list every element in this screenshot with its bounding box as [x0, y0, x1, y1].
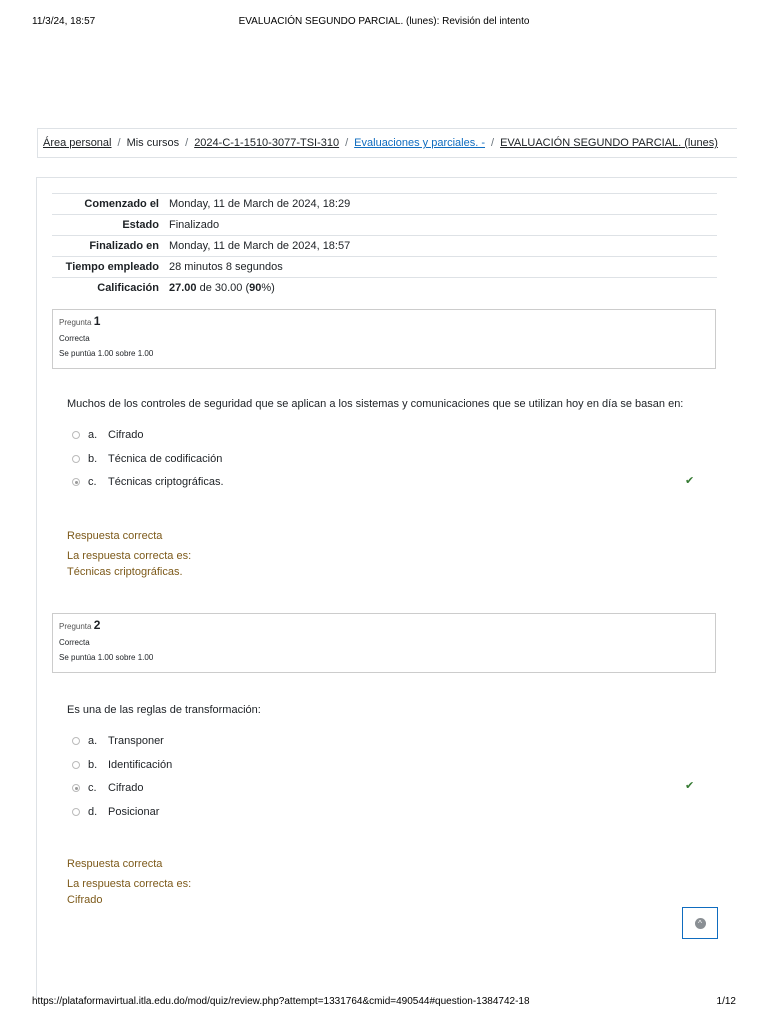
question-mark: Se puntúa 1.00 sobre 1.00 — [59, 349, 154, 358]
breadcrumb-separator: / — [117, 137, 121, 149]
answer-option-1a[interactable] — [72, 429, 143, 441]
answer-letter: b. — [88, 759, 98, 771]
question-status: Correcta — [59, 334, 90, 343]
question-status: Correcta — [59, 638, 90, 647]
feedback-1 — [67, 528, 191, 580]
answer-option-1c[interactable] — [72, 476, 224, 488]
breadcrumb-course[interactable]: 2024-C-1-1510-3077-TSI-310 — [194, 137, 340, 149]
check-icon: ✔ — [685, 475, 695, 487]
grade-end: %) — [261, 282, 275, 294]
breadcrumb-separator: / — [491, 137, 495, 149]
radio-button-selected[interactable] — [72, 478, 80, 486]
finished-label: Finalizado en — [89, 240, 159, 252]
started-value: Monday, 11 de March de 2024, 18:29 — [169, 198, 351, 210]
answer-letter: c. — [88, 782, 97, 794]
breadcrumb-separator: / — [345, 137, 349, 149]
radio-button[interactable] — [72, 737, 80, 745]
summary-row-finished — [52, 236, 717, 257]
print-header — [32, 16, 736, 30]
summary-row-grade — [52, 278, 717, 299]
answer-letter: d. — [88, 806, 98, 818]
time-value: 28 minutos 8 segundos — [169, 261, 283, 273]
feedback-2 — [67, 856, 191, 908]
right-answer-label: La respuesta correcta es: — [67, 878, 192, 890]
grade-mid: de 30.00 ( — [196, 282, 250, 294]
answer-letter: a. — [88, 429, 98, 441]
answer-letter: c. — [88, 476, 97, 488]
answer-letter: b. — [88, 453, 98, 465]
answer-text: Cifrado — [108, 429, 144, 441]
question-text-2: Es una de las reglas de transformación: — [67, 704, 261, 716]
question-text-1: Muchos de los controles de seguridad que se aplican a los sistemas y comunicaciones que se utilizan hoy en día se basan en: — [67, 398, 684, 410]
question-info-1 — [52, 309, 716, 369]
answer-letter: a. — [88, 735, 98, 747]
radio-button[interactable] — [72, 431, 80, 439]
state-value: Finalizado — [169, 219, 220, 231]
state-label: Estado — [122, 219, 159, 231]
answer-text: Cifrado — [108, 782, 144, 794]
grade-score: 27.00 — [169, 282, 197, 294]
answer-option-2d[interactable] — [72, 806, 159, 818]
started-label: Comenzado el — [84, 198, 159, 210]
summary-row-state — [52, 215, 717, 236]
finished-value: Monday, 11 de March de 2024, 18:57 — [169, 240, 351, 252]
right-answer: Cifrado — [67, 894, 103, 906]
answer-text: Técnica de codificación — [108, 453, 223, 465]
scroll-to-top-button[interactable] — [682, 907, 718, 939]
answer-option-2a[interactable] — [72, 735, 164, 747]
summary-row-time — [52, 257, 717, 278]
feedback-text: Respuesta correcta — [67, 858, 163, 870]
print-url: https://plataformavirtual.itla.edu.do/mod/quiz/review.php?attempt=1331764&cmid=490544#question-1384742-18 — [32, 996, 530, 1007]
radio-button[interactable] — [72, 808, 80, 816]
question-label: Pregunta — [59, 622, 92, 631]
question-number: 1 — [93, 314, 101, 328]
breadcrumb-quiz[interactable]: EVALUACIÓN SEGUNDO PARCIAL. (lunes) — [500, 137, 718, 149]
breadcrumb-separator: / — [185, 137, 189, 149]
question-mark: Se puntúa 1.00 sobre 1.00 — [59, 653, 154, 662]
time-label: Tiempo empleado — [65, 261, 159, 273]
answer-text: Técnicas criptográficas. — [108, 476, 224, 488]
answer-option-2c[interactable] — [72, 782, 143, 794]
print-page-number: 1/12 — [716, 996, 736, 1007]
grade-value — [165, 278, 717, 299]
check-icon: ✔ — [685, 780, 695, 792]
radio-button-selected[interactable] — [72, 784, 80, 792]
answer-option-2b[interactable] — [72, 759, 172, 771]
breadcrumb-my-courses: Mis cursos — [126, 137, 180, 149]
answer-text: Identificación — [108, 759, 173, 771]
question-info-2 — [52, 613, 716, 673]
right-answer: Técnicas criptográficas. — [67, 566, 183, 578]
right-answer-label: La respuesta correcta es: — [67, 550, 192, 562]
answer-option-1b[interactable] — [72, 453, 222, 465]
grade-percent: 90 — [249, 282, 262, 294]
quiz-review-region — [36, 177, 737, 998]
breadcrumb-section[interactable]: Evaluaciones y parciales. - — [354, 137, 486, 149]
attempt-summary-table — [52, 193, 717, 298]
question-number: 2 — [93, 618, 101, 632]
summary-row-started — [52, 194, 717, 215]
radio-button[interactable] — [72, 455, 80, 463]
radio-button[interactable] — [72, 761, 80, 769]
breadcrumb — [37, 128, 737, 158]
grade-label: Calificación — [97, 282, 159, 294]
print-date: 11/3/24, 18:57 — [32, 16, 96, 27]
answer-text: Transponer — [108, 735, 164, 747]
question-label: Pregunta — [59, 318, 92, 327]
feedback-text: Respuesta correcta — [67, 530, 163, 542]
chevron-up-icon: ^ — [695, 918, 706, 929]
breadcrumb-home[interactable]: Área personal — [43, 137, 112, 149]
answer-text: Posicionar — [108, 806, 160, 818]
print-title: EVALUACIÓN SEGUNDO PARCIAL. (lunes): Revisión del intento — [238, 16, 530, 27]
